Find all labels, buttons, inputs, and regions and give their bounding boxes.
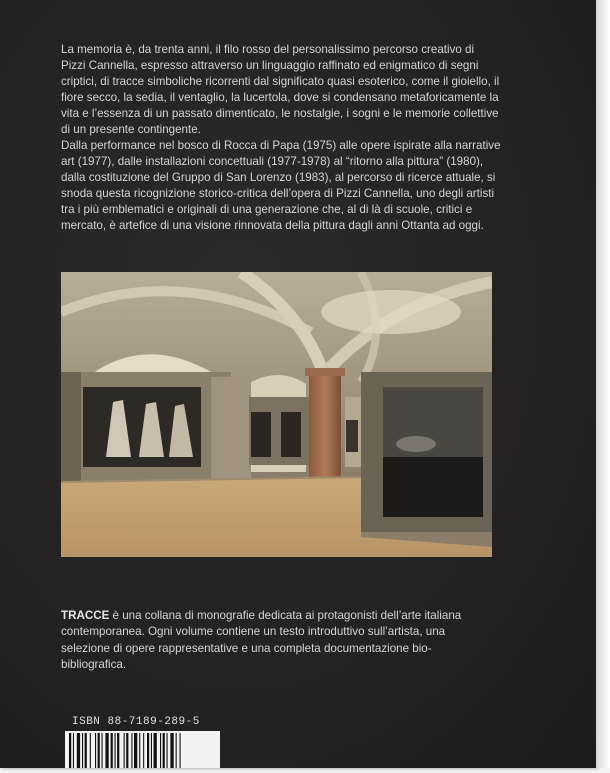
barcode-bar [147,733,149,768]
isbn-number: ISBN 88-7189-289-5 [72,716,200,728]
barcode [65,731,220,768]
barcode-bar [82,733,83,768]
page-edge [596,0,610,768]
barcode-bar [117,733,119,768]
barcode-bar [98,733,100,768]
barcode-bar [163,733,165,768]
barcode-bar [111,733,113,768]
barcode-bar [73,733,74,768]
barcode-bar [126,733,128,768]
barcode-bar [167,733,168,768]
barcode-bar [90,733,91,768]
barcode-bar [180,733,181,768]
barcode-bar [105,733,108,768]
description-paragraph-2: Dalla performance nel bosco di Rocca di Papa (1975) alle opere ispirate alla narrative art (1977), dalle installazioni concettuali (1977-1978) al “ritorno alla pittura” (1980), dalla costituzione del Gruppo di San Lorenzo (1983), al percorso di ricerce attuale, si snoda questa ricognizione storico-critica dell’opera di Pizzi Cannella, uno degli artisti tra i più emblematici e originali di una generazione che, al di là di scuole, critici e mercato, è artefice di una visione rinnovata della pittura dagli anni Ottanta ad oggi. [61,139,501,233]
barcode-bar [139,733,140,768]
barcode-bar [124,733,125,768]
barcode-bar [77,733,80,768]
barcode-bar [160,733,161,768]
barcode-bar [134,733,137,768]
barcode-bar [143,733,144,768]
barcode-bar [154,733,157,768]
series-name: TRACCE [61,609,110,622]
barcode-bar [176,733,177,768]
series-text: è una collana di monografie dedicata ai protagonisti dell’arte italiana contemporanea. Ogni volume contiene un testo introduttivo sull’artista, una selezione di opere rappresentative e una completa documentazione bio-bibliografica. [61,609,462,671]
barcode-bar [95,733,96,768]
barcode-bar [131,733,132,768]
barcode-bar [102,733,103,768]
barcode-bar [69,733,71,768]
description-paragraph-1: La memoria è, da trenta anni, il filo rosso del personalissimo percorso creativo di Pizzi Cannella, espresso attraverso un linguaggio raffinato ed enigmatico di segni criptici, di tracce simboliche ricorrenti dal significato quasi esoterico, come il gioiello, il fiore secco, la sedia, il ventaglio, la lucertola, dove si condensano metaforicamente la vita e l’essenza di un passato dimenticato, le nostalgie, i sogni e le memorie collettive di un presente contingente. [61,43,500,137]
barcode-bar [151,733,152,768]
gallery-photo [61,272,492,557]
barcode-bar [170,733,173,768]
barcode-bar [115,733,116,768]
barcode-bar [85,733,87,768]
series-description [61,608,491,673]
